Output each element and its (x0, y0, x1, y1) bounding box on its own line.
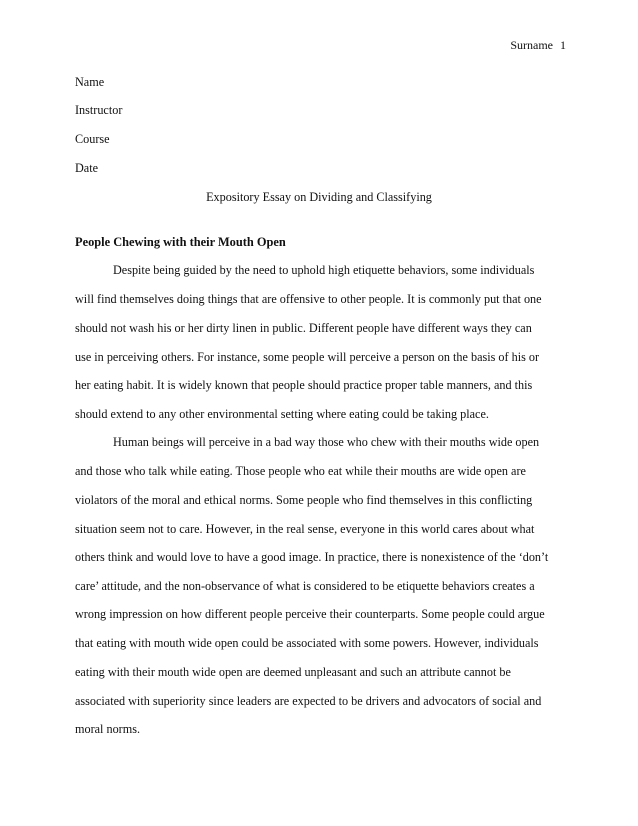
paragraph-line: eating with their mouth wide open are deemed unpleasant and such an attribute cannot be (75, 665, 511, 679)
paragraph-line: others think and would love to have a good image. In practice, there is nonexistence of the ‘don’t (75, 550, 549, 564)
paragraph-line: wrong impression on how different people perceive their counterparts. Some people could argue (75, 607, 545, 621)
paragraph-line: violators of the moral and ethical norms. Some people who find themselves in this conflicting (75, 493, 533, 507)
paragraph-line: should extend to any other environmental setting where eating could be taking place. (75, 407, 489, 421)
header-surname: Surname (510, 38, 553, 52)
paragraph-line: use in perceiving others. For instance, some people will perceive a person on the basis of his or (75, 350, 540, 364)
info-course: Course (75, 132, 110, 146)
info-name: Name (75, 75, 105, 89)
header-page-number: 1 (560, 38, 566, 52)
essay-title: Expository Essay on Dividing and Classifying (206, 190, 432, 204)
paragraph-line: will find themselves doing things that are offensive to other people. It is commonly put that one (75, 292, 542, 306)
page-header (510, 38, 566, 53)
info-instructor: Instructor (75, 103, 123, 117)
paragraph-line: and those who talk while eating. Those people who eat while their mouths are wide open are (75, 464, 526, 478)
paragraph-line: Despite being guided by the need to uphold high etiquette behaviors, some individuals (113, 263, 535, 277)
paragraph-line: Human beings will perceive in a bad way those who chew with their mouths wide open (113, 435, 540, 449)
paragraph-line: moral norms. (75, 722, 140, 736)
paragraph-line: should not wash his or her dirty linen in public. Different people have different ways they can (75, 321, 532, 335)
paragraph-line: her eating habit. It is widely known that people should practice proper table manners, and this (75, 378, 533, 392)
info-date: Date (75, 161, 99, 175)
section-heading: People Chewing with their Mouth Open (75, 235, 286, 249)
paragraph-line: care’ attitude, and the non-observance of what is considered to be etiquette behaviors creates a (75, 579, 535, 593)
paragraph-line: associated with superiority since leaders are expected to be drivers and advocators of social and (75, 694, 542, 708)
paragraph-line: that eating with mouth wide open could be associated with some powers. However, individuals (75, 636, 539, 650)
paragraph-line: situation seem not to care. However, in the real sense, everyone in this world cares about what (75, 522, 535, 536)
